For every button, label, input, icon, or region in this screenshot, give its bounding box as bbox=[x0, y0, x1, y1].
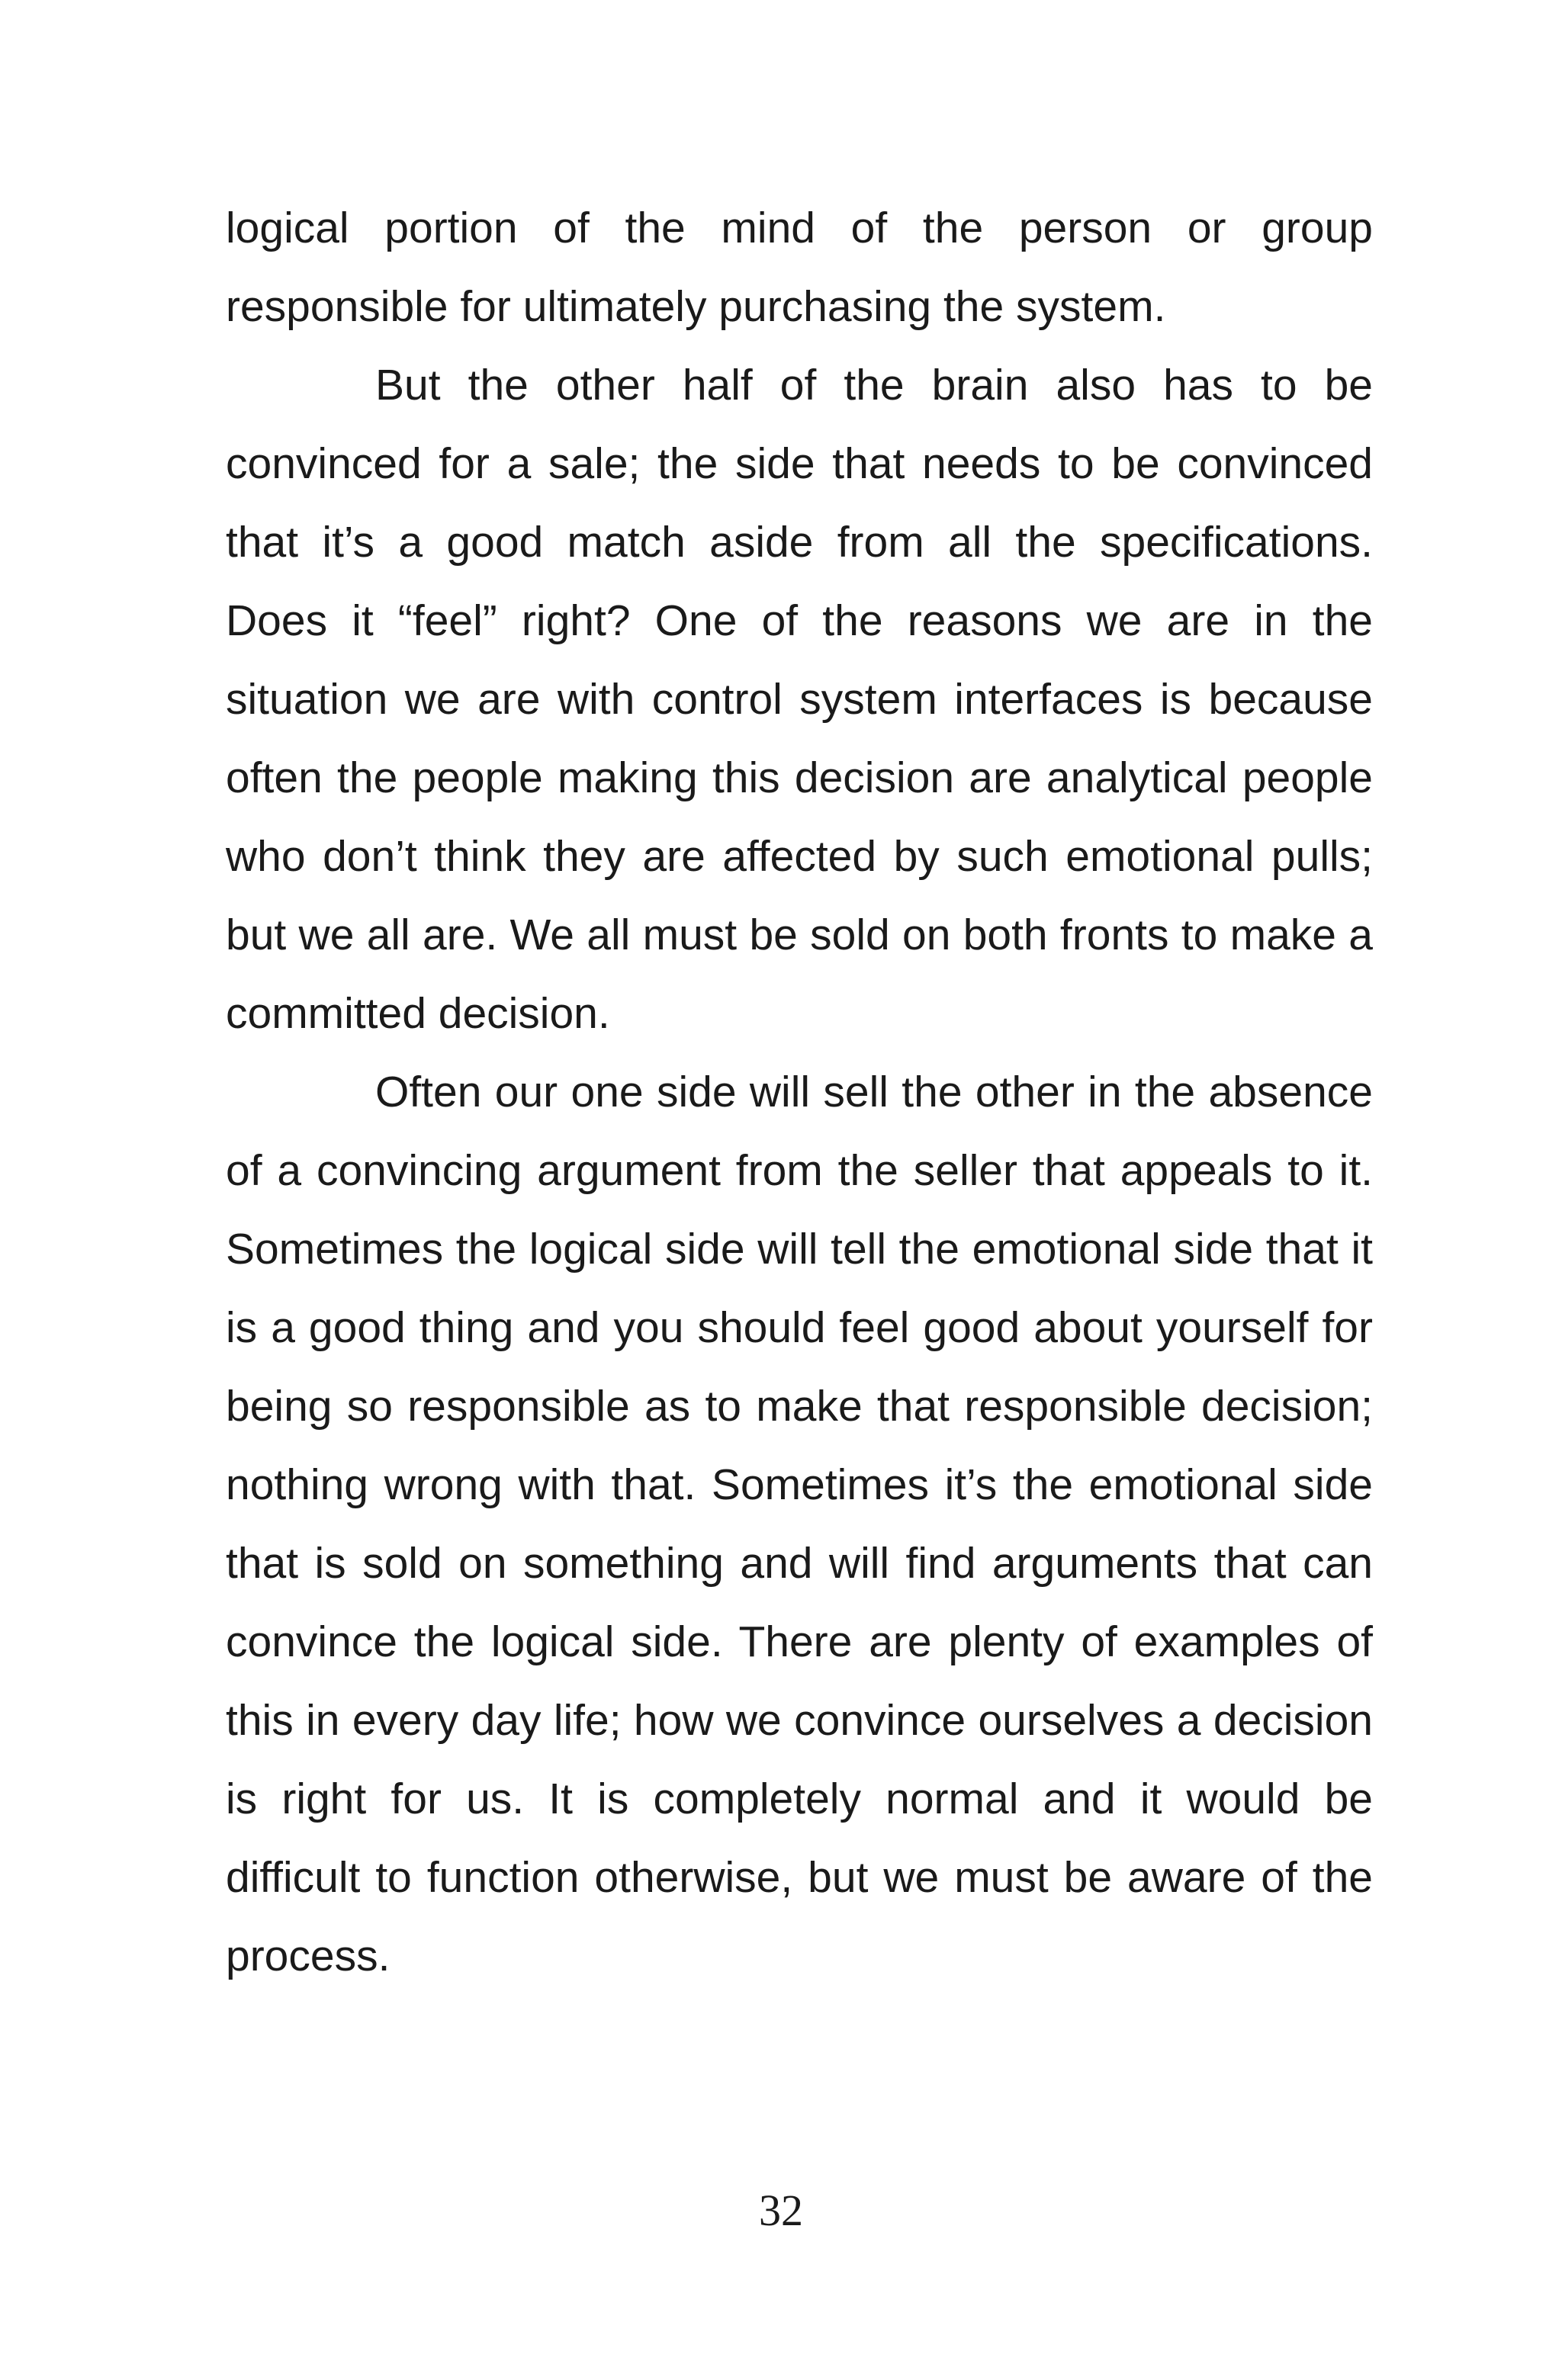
paragraph-continued: logical portion of the mind of the person or group responsible for ultimately purchasing the system. bbox=[226, 204, 1373, 331]
paragraph-other-half-brain: But the other half of the brain also has to be convinced for a sale; the side that needs to be convinced that it’s a good match aside from all the specifications. Does it “feel” right? One of the reasons we are in the situation we are with control system interfaces is because often the people making this decision are analytical people who don’t think they are affected by such emotional pulls; but we all are. We all must be sold on both fronts to make a committed decision. bbox=[226, 361, 1373, 1038]
body-text bbox=[226, 189, 1373, 1996]
page-number: 32 bbox=[759, 2186, 803, 2235]
paragraph-one-side-sells-other: Often our one side will sell the other in the absence of a convincing argument from the seller that appeals to it. Sometimes the logical side will tell the emotional side that it is a good thing and you should feel good about yourself for being so responsible as to make that responsible decision; nothing wrong with that. Sometimes it’s the emotional side that is sold on something and will find arguments that can convince the logical side. There are plenty of examples of this in every day life; how we convince ourselves a decision is right for us. It is completely normal and it would be difficult to function otherwise, but we must be aware of the process. bbox=[226, 1068, 1373, 1980]
